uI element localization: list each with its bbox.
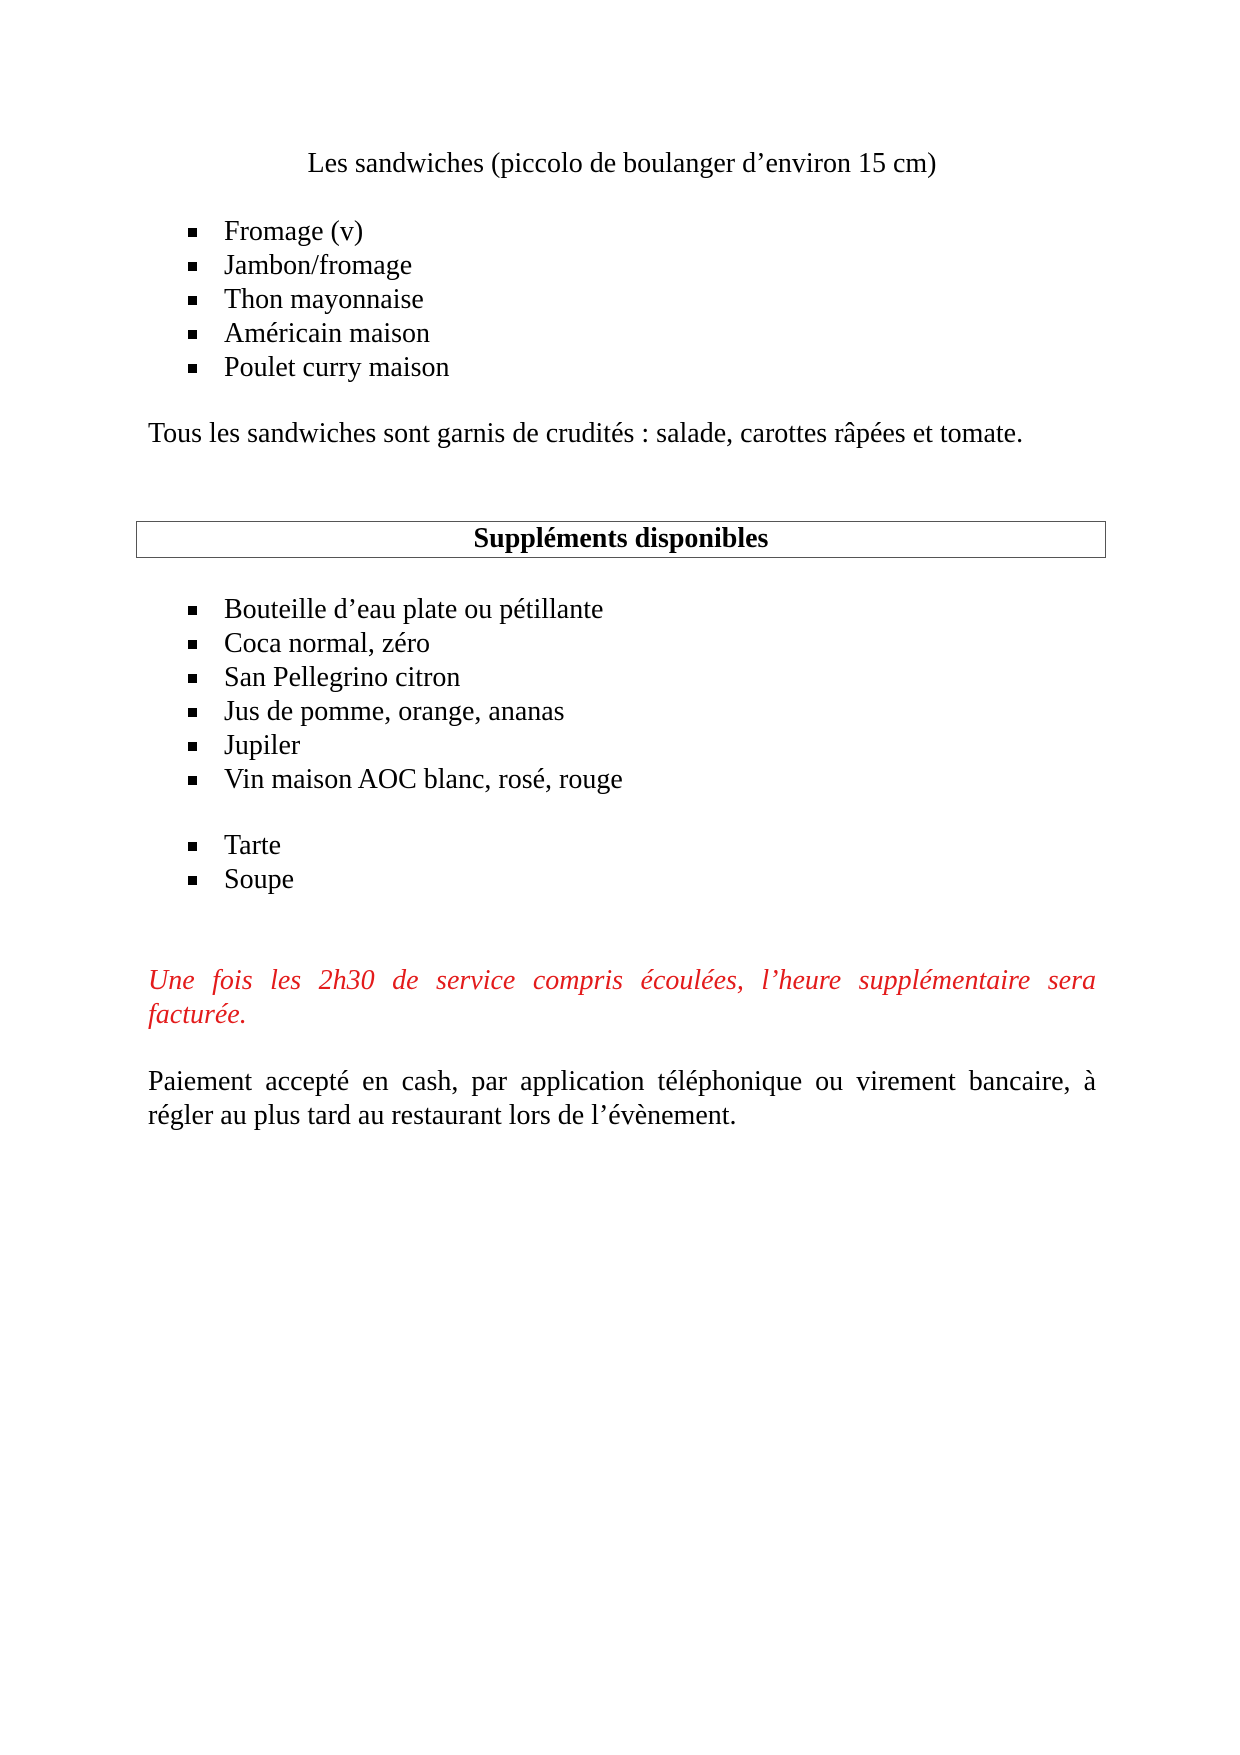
drink-label: Jus de pomme, orange, ananas	[224, 696, 565, 727]
drink-label: Coca normal, zéro	[224, 628, 431, 659]
square-bullet-icon	[188, 228, 197, 237]
list-item	[0, 829, 294, 863]
supplements-title: Suppléments disponibles	[136, 521, 1106, 558]
payment-note: Paiement accepté en cash, par application téléphonique ou virement bancaire, à régler au plus tard au restaurant lors de l’évènement.	[148, 1066, 1096, 1131]
sandwich-label: Poulet curry maison	[224, 352, 450, 383]
sandwich-list	[0, 215, 450, 385]
square-bullet-icon	[188, 776, 197, 785]
list-item	[0, 215, 450, 249]
sandwich-heading: Les sandwiches (piccolo de boulanger d’environ 15 cm)	[307, 148, 937, 179]
sandwich-label: Thon mayonnaise	[224, 284, 424, 315]
extra-label: Soupe	[224, 864, 294, 895]
list-item	[0, 627, 623, 661]
list-item	[0, 695, 623, 729]
drink-label: Vin maison AOC blanc, rosé, rouge	[224, 764, 623, 795]
square-bullet-icon	[188, 296, 197, 305]
service-note: Une fois les 2h30 de service compris écoulées, l’heure supplémentaire sera facturée.	[148, 965, 1096, 1030]
square-bullet-icon	[188, 742, 197, 751]
drinks-list	[0, 593, 623, 797]
list-item	[0, 351, 450, 385]
list-item	[0, 661, 623, 695]
sandwich-label: Fromage (v)	[224, 216, 364, 247]
list-item	[0, 317, 450, 351]
square-bullet-icon	[188, 364, 197, 373]
extra-label: Tarte	[224, 830, 282, 861]
sandwich-label: Jambon/fromage	[224, 250, 413, 281]
square-bullet-icon	[188, 262, 197, 271]
square-bullet-icon	[188, 842, 197, 851]
square-bullet-icon	[188, 606, 197, 615]
square-bullet-icon	[188, 674, 197, 683]
drink-label: San Pellegrino citron	[224, 662, 461, 693]
extras-list	[0, 829, 294, 897]
list-item	[0, 863, 294, 897]
list-item	[0, 249, 450, 283]
list-item	[0, 763, 623, 797]
square-bullet-icon	[188, 876, 197, 885]
list-item	[0, 283, 450, 317]
list-item	[0, 729, 623, 763]
drink-label: Bouteille d’eau plate ou pétillante	[224, 594, 604, 625]
crudites-note: Tous les sandwiches sont garnis de crudités : salade, carottes râpées et tomate.	[148, 418, 1024, 449]
square-bullet-icon	[188, 640, 197, 649]
sandwich-label: Américain maison	[224, 318, 431, 349]
drink-label: Jupiler	[224, 730, 301, 761]
square-bullet-icon	[188, 330, 197, 339]
list-item	[0, 593, 623, 627]
square-bullet-icon	[188, 708, 197, 717]
